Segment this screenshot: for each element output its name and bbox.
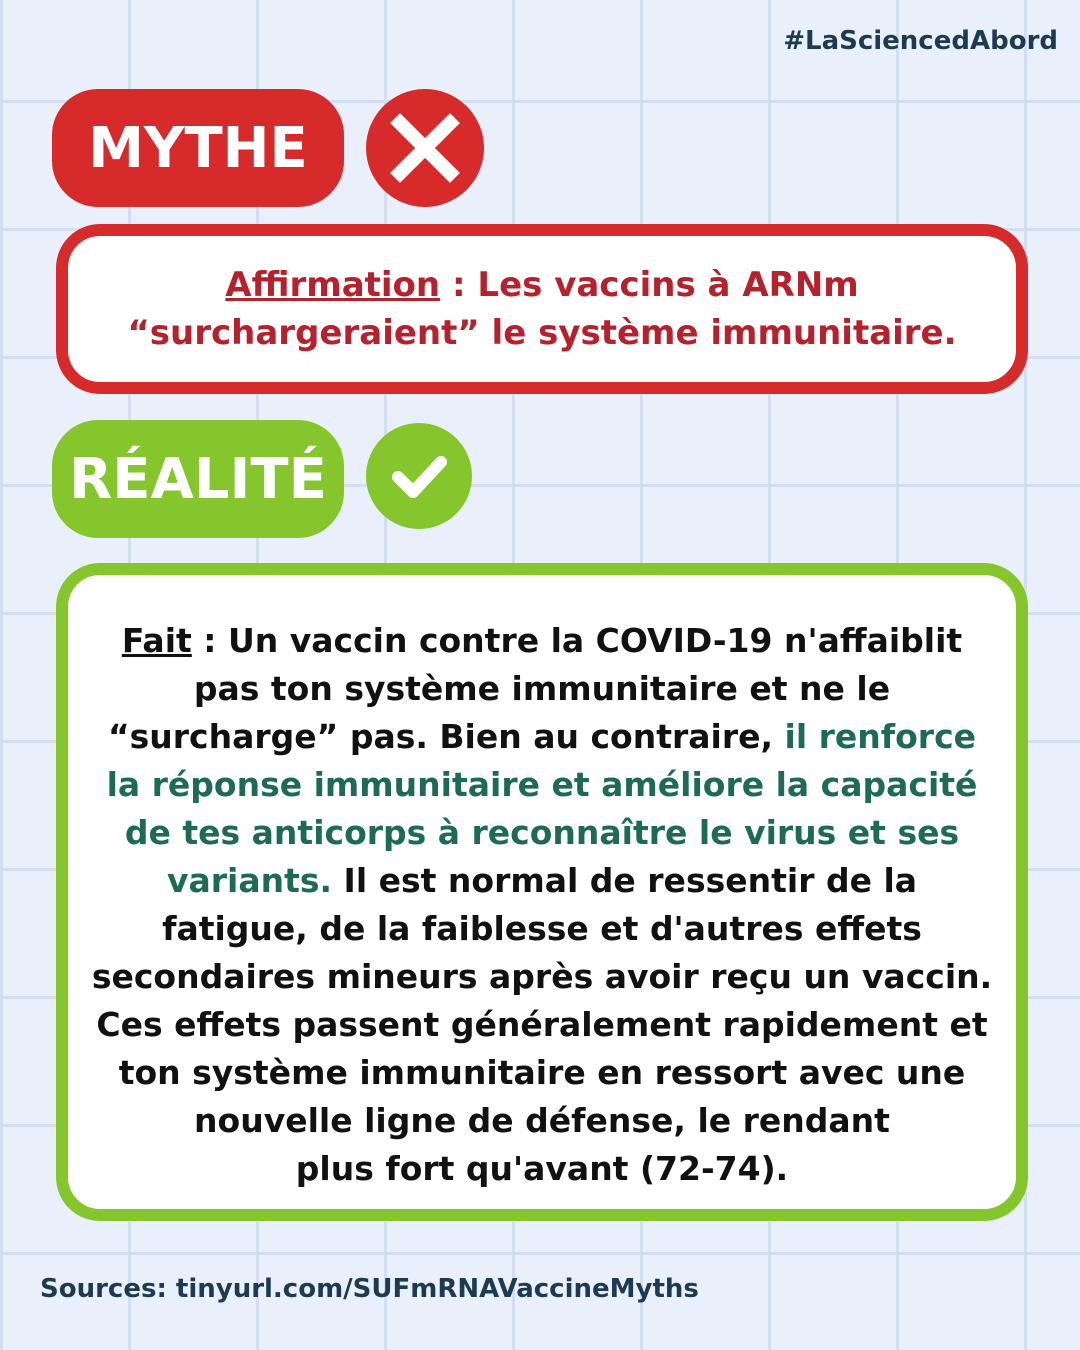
fact-text-3: plus fort qu'avant (72-74).: [295, 1149, 789, 1188]
fact-highlight: il renforce la réponse immunitaire et améliore la capacité de tes anticorps à reconnaître le virus et ses variants.: [106, 717, 978, 900]
myth-label: MYTHE: [52, 89, 344, 207]
fact-label: Fait: [121, 621, 192, 660]
claim-label: Affirmation: [225, 265, 441, 305]
fact-text-block: [90, 617, 994, 1193]
claim-text: Les vaccins à ARNm “surchargeraient” le système immunitaire.: [127, 265, 957, 353]
fact-card: [56, 563, 1028, 1221]
claim-card: [56, 224, 1028, 394]
claim-separator: :: [440, 265, 478, 305]
claim-text-block: [98, 261, 986, 357]
sources-link[interactable]: Sources: tinyurl.com/SUFmRNAVaccineMyths: [40, 1274, 699, 1304]
fact-text-1: Un vaccin contre la COVID-19 n'affaiblit pas ton système immunitaire et ne le “surcharge” pas. Bien au contraire,: [107, 621, 963, 756]
hashtag: #LaSciencedAbord: [783, 26, 1058, 56]
cross-icon: [366, 89, 484, 207]
fact-separator: :: [191, 621, 228, 660]
check-icon: [366, 423, 472, 529]
reality-label: RÉALITÉ: [52, 420, 344, 538]
fact-text-2: Il est normal de ressentir de la fatigue, de la faiblesse et d'autres effets secondaires mineurs après avoir reçu un vaccin. Ces effets passent généralement rapidement et ton système immunitaire en ressort avec une nouvelle ligne de défense, le rendant: [91, 861, 993, 1140]
